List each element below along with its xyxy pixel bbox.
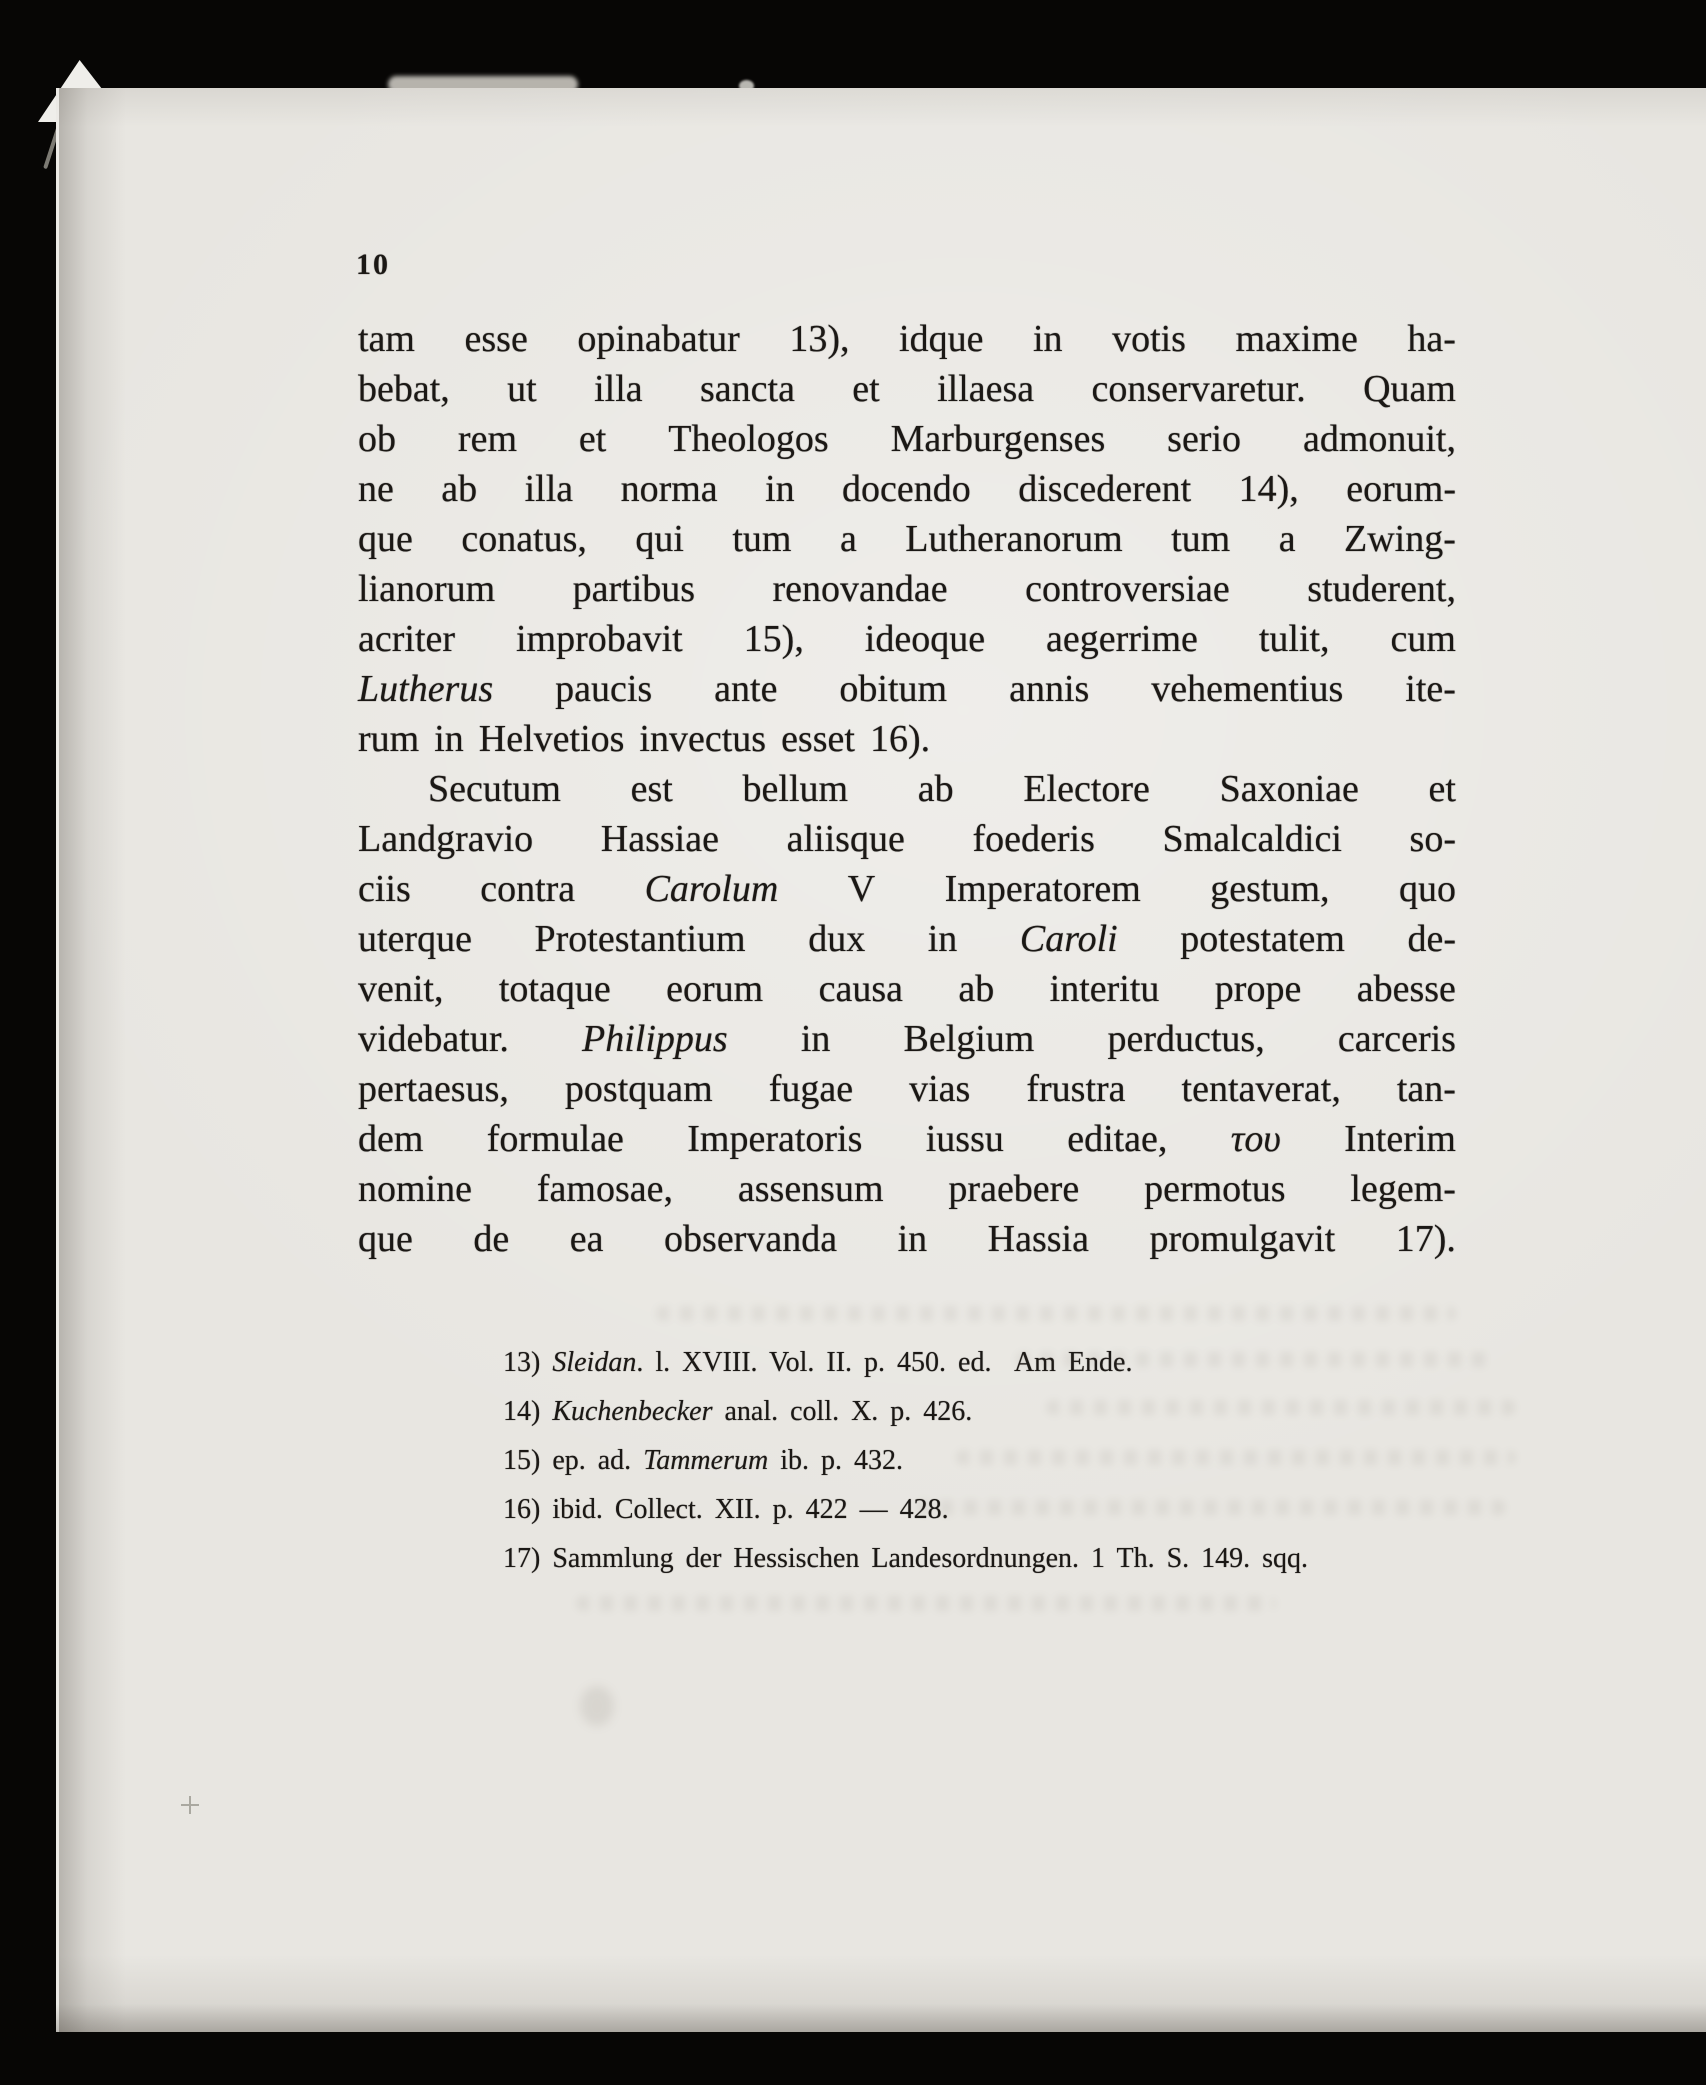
body-word: tum [732, 518, 792, 560]
body-word: illa [524, 468, 574, 510]
body-word: eorum- [1346, 468, 1456, 510]
body-word: pertaesus, [358, 1068, 509, 1110]
body-word: controversiae [1025, 568, 1230, 610]
body-word: 15), [743, 618, 804, 660]
body-word: est [630, 768, 673, 810]
footnote-text: 13) [503, 1347, 553, 1378]
body-word: iussu [925, 1118, 1004, 1160]
body-word: Imperatorem [944, 868, 1141, 910]
footnote-text: 16) ibid. Collect. XII. p. 422 — 428. [503, 1494, 949, 1525]
body-word: a [1278, 518, 1296, 560]
body-word: ciis [358, 868, 411, 910]
body-word: prope [1214, 968, 1302, 1010]
footnote-text: . l. XVIII. Vol. II. p. 450. ed. Am Ende. [636, 1347, 1133, 1378]
page-number: 10 [356, 248, 390, 281]
body-word: tum [1171, 518, 1231, 560]
body-word: 14), [1238, 468, 1299, 510]
body-word: in [1032, 318, 1063, 360]
body-word: ut [507, 368, 537, 410]
body-word-italic: Caroli [1019, 918, 1118, 960]
footnote-text: 17) Sammlung der Hessischen Landesordnungen. 1 Th. S. 149. sqq. [503, 1543, 1309, 1574]
body-word: in [897, 1218, 928, 1260]
body-word: ab [917, 768, 954, 810]
body-word: ea [569, 1218, 604, 1260]
scan-border-left [0, 0, 56, 2085]
body-word: dem [358, 1118, 424, 1160]
bleedthrough-mark [1016, 1352, 1496, 1367]
body-text-line [358, 364, 1456, 414]
body-word: Electore [1023, 768, 1150, 810]
body-word: tentaverat, [1181, 1068, 1341, 1110]
body-word: in [765, 468, 795, 510]
bleedthrough-mark [1046, 1400, 1516, 1415]
bleedthrough-mark [956, 1450, 1516, 1465]
body-word: V [847, 868, 876, 910]
body-word: praebere [948, 1168, 1080, 1210]
body-text-line [358, 914, 1456, 964]
body-word: Theologos [668, 418, 829, 460]
body-word: in [800, 1018, 831, 1060]
body-word: aliisque [786, 818, 905, 860]
body-word: lianorum [358, 568, 496, 610]
footnote-text: ib. p. 432. [768, 1445, 903, 1476]
body-word: formulae [486, 1118, 624, 1160]
body-word: rem [457, 418, 517, 460]
bottom-edge-shadow [56, 2004, 1706, 2032]
body-word: ab [958, 968, 995, 1010]
body-word: admonuit, [1302, 418, 1456, 460]
body-word: renovandae [772, 568, 948, 610]
body-word: a [839, 518, 857, 560]
body-word: serio [1167, 418, 1242, 460]
body-word: que [358, 1218, 413, 1260]
body-word: perductus, [1107, 1018, 1265, 1060]
body-word: fugae [768, 1068, 854, 1110]
body-word: so- [1409, 818, 1456, 860]
body-word: carceris [1337, 1018, 1456, 1060]
body-word: rum [358, 718, 420, 760]
body-word: gestum, [1210, 868, 1330, 910]
body-word: norma [620, 468, 718, 510]
body-word: et [1428, 768, 1456, 810]
body-word: causa [818, 968, 903, 1010]
body-word: ha- [1407, 318, 1456, 360]
footnote-text: 14) [503, 1396, 553, 1427]
body-word: bebat, [358, 368, 450, 410]
body-text-line [358, 814, 1456, 864]
body-word: Belgium [903, 1018, 1035, 1060]
body-text-line [358, 314, 1456, 364]
body-word: tan- [1396, 1068, 1456, 1110]
body-text-line [358, 964, 1456, 1014]
body-word: partibus [572, 568, 696, 610]
body-word: 16). [869, 718, 931, 760]
body-word: et [578, 418, 607, 460]
body-word: ob [358, 418, 396, 460]
body-text-line [358, 514, 1456, 564]
body-word: Protestantium [534, 918, 746, 960]
body-word: opinabatur [577, 318, 740, 360]
body-word: cum [1390, 618, 1456, 660]
footnote-text-italic: Tammerum [643, 1445, 769, 1476]
body-word: bellum [742, 768, 849, 810]
body-word: dux [808, 918, 866, 960]
body-word: assensum [737, 1168, 884, 1210]
body-text-line [358, 464, 1456, 514]
body-text-line [358, 614, 1456, 664]
body-word-italic: Lutherus [358, 668, 494, 710]
body-word-italic: του [1230, 1118, 1281, 1160]
body-word: ite- [1405, 668, 1456, 710]
body-word-italic: Carolum [644, 868, 779, 910]
body-word: contra [480, 868, 576, 910]
bleedthrough-mark [916, 1500, 1506, 1515]
body-word: permotus [1144, 1168, 1286, 1210]
body-word: totaque [498, 968, 611, 1010]
body-text-line [358, 1014, 1456, 1064]
scan-border-top [0, 0, 1706, 88]
body-text [358, 314, 1456, 1264]
body-word: 13), [789, 318, 850, 360]
body-word: Helvetios [478, 718, 625, 760]
body-word-italic: Philippus [582, 1018, 728, 1060]
footnote-line [503, 1534, 1513, 1583]
body-text-line [358, 664, 1456, 714]
body-word: uterque [358, 918, 472, 960]
body-word: ante [714, 668, 778, 710]
body-word: famosae, [536, 1168, 673, 1210]
footnote-text: 15) ep. ad. [503, 1445, 644, 1476]
body-word: esse [464, 318, 528, 360]
body-word: vias [909, 1068, 971, 1110]
body-word: esset [781, 718, 855, 760]
scan-border-bottom [0, 2032, 1706, 2085]
body-word: de [473, 1218, 510, 1260]
body-word: observanda [664, 1218, 838, 1260]
bleedthrough-mark [656, 1306, 1456, 1321]
body-word: Interim [1344, 1118, 1456, 1160]
body-word: Secutum [428, 768, 561, 810]
page-edge-highlight [56, 88, 59, 2032]
body-word: postquam [564, 1068, 713, 1110]
body-word: tam [358, 318, 415, 360]
body-word: Hassiae [600, 818, 719, 860]
body-word: Marburgenses [890, 418, 1106, 460]
body-word: qui [635, 518, 684, 560]
body-word: acriter [358, 618, 456, 660]
body-word: annis [1009, 668, 1090, 710]
body-word: vehementius [1151, 668, 1344, 710]
body-word: idque [899, 318, 984, 360]
body-word: invectus [639, 718, 767, 760]
bleedthrough-blob [580, 1686, 614, 1726]
body-text-line [358, 414, 1456, 464]
body-word: in [434, 718, 464, 760]
body-word: eorum [666, 968, 764, 1010]
body-word: foederis [972, 818, 1095, 860]
body-word: sancta [699, 368, 795, 410]
body-word: Quam [1363, 368, 1456, 410]
body-text-line [358, 714, 1456, 764]
body-text-line [358, 764, 1456, 814]
body-word: editae, [1067, 1118, 1168, 1160]
body-word: potestatem [1180, 918, 1345, 960]
body-text-line [358, 1214, 1456, 1264]
body-text-line [358, 1114, 1456, 1164]
body-word: illa [594, 368, 643, 410]
bleedthrough-mark [576, 1596, 1276, 1611]
body-word: legem- [1350, 1168, 1456, 1210]
body-word: discederent [1018, 468, 1192, 510]
body-text-line [358, 564, 1456, 614]
body-word: frustra [1026, 1068, 1126, 1110]
body-word: paucis [555, 668, 653, 710]
body-word: illaesa [937, 368, 1035, 410]
footnote-text: anal. coll. X. p. 426. [712, 1396, 973, 1427]
footnote-text-italic: Kuchenbecker [552, 1396, 713, 1427]
body-word: ne [358, 468, 394, 510]
body-text-line [358, 1064, 1456, 1114]
body-word: de- [1407, 918, 1456, 960]
body-word: studerent, [1307, 568, 1456, 610]
body-text-line [358, 1164, 1456, 1214]
body-word: promulgavit [1149, 1218, 1336, 1260]
paper-scratch-mark [181, 1796, 199, 1814]
body-word: conservaretur. [1091, 368, 1306, 410]
body-word: Landgravio [358, 818, 534, 860]
body-word: Imperatoris [687, 1118, 863, 1160]
body-word: Lutheranorum [905, 518, 1123, 560]
body-word: tulit, [1258, 618, 1330, 660]
body-word: votis [1112, 318, 1186, 360]
body-word: improbavit [515, 618, 683, 660]
body-word: Zwing- [1344, 518, 1456, 560]
body-word: Saxoniae [1219, 768, 1359, 810]
body-word: que [358, 518, 413, 560]
body-word: Smalcaldici [1162, 818, 1342, 860]
body-word: in [927, 918, 958, 960]
body-word: interitu [1049, 968, 1160, 1010]
body-word: nomine [358, 1168, 472, 1210]
body-word: ideoque [864, 618, 986, 660]
body-text-line [358, 864, 1456, 914]
gutter-shadow [56, 88, 126, 2032]
body-word: ab [441, 468, 478, 510]
body-word: docendo [842, 468, 971, 510]
body-word: et [852, 368, 880, 410]
body-word: venit, [358, 968, 444, 1010]
footnote-text-italic: Sleidan [552, 1347, 637, 1378]
body-word: maxime [1235, 318, 1358, 360]
body-word: quo [1398, 868, 1456, 910]
body-word: conatus, [461, 518, 587, 560]
body-word: Hassia [987, 1218, 1089, 1260]
page-paper [56, 88, 1706, 2032]
body-word: abesse [1356, 968, 1456, 1010]
body-word: videbatur. [358, 1018, 509, 1060]
body-word: 17). [1395, 1218, 1456, 1260]
body-word: obitum [839, 668, 948, 710]
body-word: aegerrime [1046, 618, 1198, 660]
